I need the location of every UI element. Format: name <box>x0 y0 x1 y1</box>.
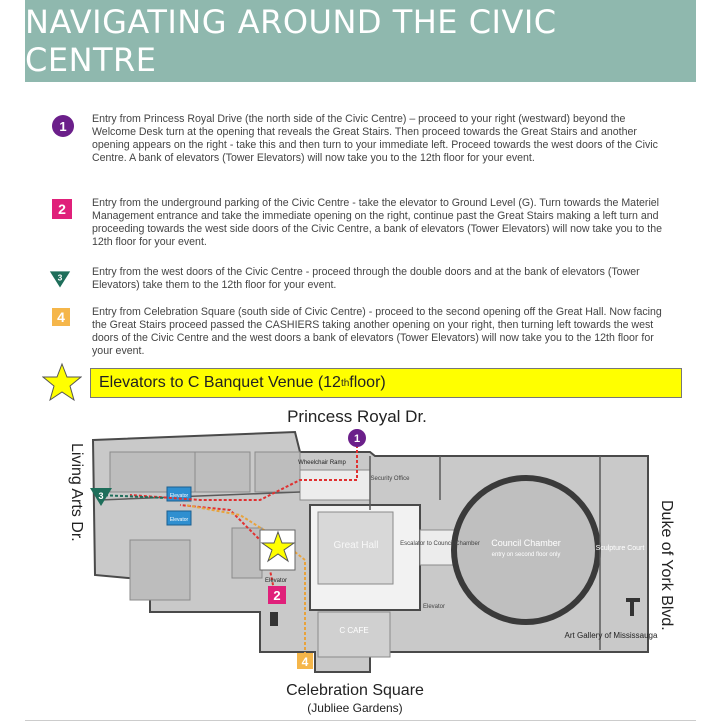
legend-label: Elevators to C Banquet Venue (12 <box>99 374 341 391</box>
street-north: Princess Royal Dr. <box>287 407 427 426</box>
council-note-label: entry on second floor only <box>491 552 561 558</box>
wheelchair-ramp-label: Wheelchair Ramp <box>298 460 346 466</box>
elevator-d-label: Elevator <box>422 604 446 610</box>
step-4-marker: 4 <box>52 308 70 326</box>
map-marker-4-label: 4 <box>301 655 309 669</box>
step-1 <box>52 113 672 165</box>
elevator-b-label: Elevator <box>169 517 189 523</box>
council-chamber-label: Council Chamber <box>491 538 561 548</box>
step-3-marker-label: 3 <box>57 272 63 283</box>
legend-sup: th <box>340 377 350 389</box>
art-gallery-label: Art Gallery of Mississauga <box>564 631 658 640</box>
legend-bar <box>90 368 682 398</box>
map-marker-3-label: 3 <box>98 491 104 501</box>
step-4-text: Entry from Celebration Square (south side of Civic Centre) - proceed to the second opening off the Great Hall. Now facing the Great Stairs proceed passed the CASHIERS taking another opening on your right, then turning left towards the west doors of the Civic Centre and the west doors a bank of elevators (Tower Elevators) will now take you to the 12th floor for your event. <box>92 306 662 357</box>
step-3-marker <box>49 268 71 290</box>
legend-suffix: floor) <box>349 374 386 391</box>
step-4 <box>52 306 672 358</box>
elevator-a-label: Elevator <box>169 493 189 499</box>
street-south: Celebration Square <box>286 682 424 699</box>
map-marker-1-label: 1 <box>353 433 361 445</box>
page-title: NAVIGATING AROUND THE CIVIC CENTRE <box>25 3 557 79</box>
star-icon <box>42 362 82 402</box>
elevator-c-label: Elevator <box>264 578 288 584</box>
c-cafe-label: C CAFE <box>339 626 369 635</box>
step-2 <box>52 197 672 249</box>
step-2-marker: 2 <box>52 199 72 219</box>
step-3-text: Entry from the west doors of the Civic Centre - proceed through the double doors and at the bank of elevators (Tower Elevators) take them to the 12th floor for your event. <box>92 266 640 291</box>
street-east: Duke of York Blvd. <box>658 500 675 631</box>
council-chamber-shape <box>454 478 598 622</box>
step-2-text: Entry from the underground parking of the Civic Centre - take the elevator to Ground Level (G). Turn towards the Materiel Management entrance and take the immediate opening on the right, continue past the Great Stairs making a left turn and proceeding towards the west side doors of the Civic Centre, a bank of elevators (Tower Elevators) will now take you to the 12th floor for your event. <box>92 197 662 248</box>
security-office-label: Security Office <box>370 476 410 482</box>
street-west: Living Arts Dr. <box>68 443 85 542</box>
map-marker-2-label: 2 <box>273 588 281 603</box>
sculpture-court-label: Sculpture Court <box>595 545 645 552</box>
great-hall-label: Great Hall <box>333 540 379 551</box>
step-1-marker: 1 <box>52 115 74 137</box>
header-banner <box>25 0 696 82</box>
step-3 <box>52 266 672 292</box>
street-south-sub: (Jubliee Gardens) <box>307 701 403 715</box>
floor-map <box>0 400 723 723</box>
bottom-divider <box>25 720 696 721</box>
step-1-text: Entry from Princess Royal Drive (the north side of the Civic Centre) – proceed to your right (westward) beyond the Welcome Desk turn at the opening that reveals the Great Stairs. Then proceed towards the Great Stairs and another opening appears on the right - take this and then turn to your immediate left. Proceed towards the west doors of the Civic Centre. A bank of elevators (Tower Elevators) will now take you to the 12th floor for your event. <box>92 113 658 164</box>
escalator-label: Escalator to Council Chamber <box>400 541 480 547</box>
